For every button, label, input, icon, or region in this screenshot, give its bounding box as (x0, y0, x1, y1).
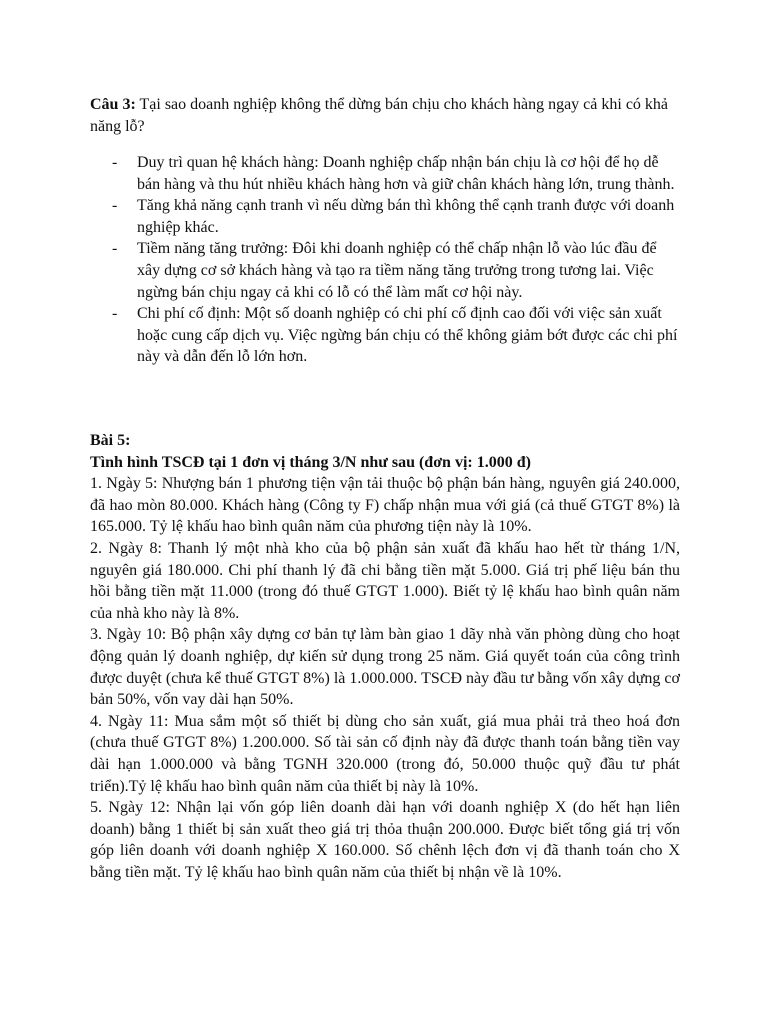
question-3-heading (90, 94, 680, 138)
list-item-text: Tăng khả năng cạnh tranh vì nếu dừng bán thì không thể cạnh tranh được với doanh nghiệp khác. (137, 197, 675, 236)
list-item (90, 195, 680, 238)
question-3-answer-list (90, 152, 680, 368)
bullet-dash: - (112, 154, 118, 171)
exercise-5-title: Bài 5: (90, 432, 131, 449)
exercise-item: 4. Ngày 11: Mua sắm một số thiết bị dùng cho sản xuất, giá mua phải trả theo hoá đơn (chưa thuế GTGT 8%) 1.200.000. Số tài sản cố định này đã được thanh toán bằng tiền vay dài hạn 1.000.000 và bằng TGNH 320.000 (trong đó, 50.000 thuộc quỹ đầu tư phát triển).Tỷ lệ khấu hao bình quân năm của thiết bị này là 10%. (90, 712, 680, 795)
question-3-text: Tại sao doanh nghiệp không thể dừng bán chịu cho khách hàng ngay cả khi có khả năng lỗ? (90, 96, 669, 135)
bullet-dash: - (112, 197, 118, 215)
exercise-5-subtitle: Tình hình TSCĐ tại 1 đơn vị tháng 3/N như sau (đơn vị: 1.000 đ) (90, 453, 531, 471)
list-item-text: Duy trì quan hệ khách hàng: Doanh nghiệp chấp nhận bán chịu là cơ hội để họ dễ bán hàng và thu hút nhiều khách hàng hơn và giữ chân khách hàng lớn, trung thành. (137, 154, 675, 193)
list-item (90, 303, 680, 368)
bullet-dash: - (112, 240, 118, 258)
question-3-section (90, 94, 680, 368)
list-item-text: Chi phí cố định: Một số doanh nghiệp có chi phí cố định cao đối với việc sản xuất hoặc cung cấp dịch vụ. Việc ngừng bán chịu có thể không giảm bớt được các chi phí này và dẫn đến lỗ lớn hơn. (137, 305, 678, 366)
list-item (90, 238, 680, 303)
exercise-item: 5. Ngày 12: Nhận lại vốn góp liên doanh dài hạn với doanh nghiệp X (do hết hạn liên doanh) bằng 1 thiết bị sản xuất theo giá trị thỏa thuận 200.000. Được biết tổng giá trị vốn góp liên doanh với doanh nghiệp X 160.000. Số chênh lệch đơn vị đã thanh toán cho X bằng tiền mặt. Tỷ lệ khấu hao bình quân năm của thiết bị nhận về là 10%. (90, 799, 680, 881)
list-item (90, 152, 680, 195)
list-item-text: Tiềm năng tăng trưởng: Đôi khi doanh nghiệp có thể chấp nhận lỗ vào lúc đầu để xây dựng cơ sở khách hàng và tạo ra tiềm năng tăng trưởng trong tương lai. Việc ngừng bán chịu ngay cả khi có lỗ có thể làm mất cơ hội này. (137, 240, 657, 301)
exercise-item: 1. Ngày 5: Nhượng bán 1 phương tiện vận tải thuộc bộ phận bán hàng, nguyên giá 240.000, đã hao mòn 80.000. Khách hàng (Công ty F) chấp nhận mua với giá (cả thuế GTGT 8%) là 165.000. Tỷ lệ khấu hao bình quân năm của phương tiện này là 10%. (90, 475, 680, 536)
question-3-label: Câu 3: (90, 96, 136, 113)
bullet-dash: - (112, 305, 118, 323)
exercise-5-section (90, 430, 680, 883)
exercise-item: 3. Ngày 10: Bộ phận xây dựng cơ bản tự làm bàn giao 1 dãy nhà văn phòng dùng cho hoạt động quản lý doanh nghiệp, dự kiến sử dụng trong 25 năm. Giá quyết toán của công trình được duyệt (chưa kể thuế GTGT 8%) là 1.000.000. TSCĐ này đầu tư bằng vốn xây dựng cơ bản 50%, vốn vay dài hạn 50%. (90, 626, 680, 709)
exercise-item: 2. Ngày 8: Thanh lý một nhà kho của bộ phận sản xuất đã khấu hao hết từ tháng 1/N, nguyên giá 180.000. Chi phí thanh lý đã chi bằng tiền mặt 5.000. Giá trị phế liệu bán thu hồi bằng tiền mặt 11.000 (trong đó thuế GTGT 1.000). Biết tỷ lệ khấu hao bình quân năm của nhà kho này là 8%. (90, 539, 680, 622)
